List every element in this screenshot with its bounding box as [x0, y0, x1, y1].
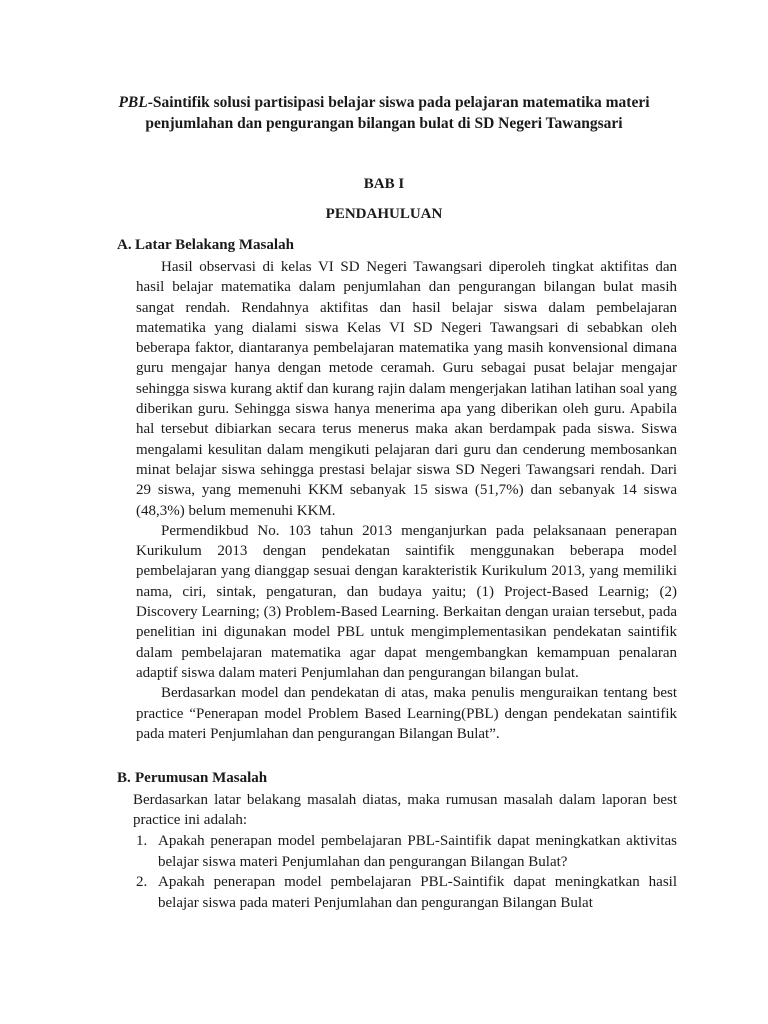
paragraph: Berdasarkan latar belakang masalah diatas, maka rumusan masalah dalam laporan best practice ini adalah:: [133, 792, 677, 829]
section-a-heading: [117, 237, 294, 254]
paragraph: Hasil observasi di kelas VI SD Negeri Tawangsari diperoleh tingkat aktifitas dan hasil belajar matematika dalam penjumlahan dan pengurangan bilangan bulat masih sangat rendah. Rendahnya aktifitas dan hasil belajar siswa dalam pembelajaran matematika yang dialami siswa Kelas VI SD Negeri Tawangsari di sebabkan oleh beberapa faktor, diantaranya pembelajaran matematika yang masih konvensional dimana guru mengajar hanya dengan metode ceramah. Guru sebagai pusat belajar mengajar sehingga siswa kurang aktif dan kurang rajin dalam mengerjakan latihan latihan soal yang diberikan guru. Sehingga siswa hanya menerima apa yang diberikan oleh guru. Apabila hal tersebut dibiarkan secara terus menerus maka akan berdampak pada siswa. Siswa mengalami kesulitan dalam mengikuti pelajaran dari guru dan cenderung membosankan minat belajar siswa sehingga prestasi belajar siswa SD Negeri Tawangsari rendah. Dari 29 siswa, yang memenuhi KKM sebanyak 15 siswa (51,7%) dan sebanyak 14 siswa (48,3%) belum memenuhi KKM.: [136, 259, 677, 519]
title-rest: -Saintifik solusi partisipasi belajar siswa pada pelajaran matematika materi penjumlahan dan pengurangan bilangan bulat di SD Negeri Tawangsari: [145, 94, 650, 132]
paragraph: Berdasarkan model dan pendekatan di atas, maka penulis menguraikan tentang best practice “Penerapan model Problem Based Learning(PBL) dengan pendekatan saintifik pada materi Penjumlahan dan pengurangan Bilangan Bulat”.: [136, 685, 677, 742]
paragraph: Permendikbud No. 103 tahun 2013 menganjurkan pada pelaksanaan penerapan Kurikulum 2013 dengan pendekatan saintifik menggunakan beberapa model pembelajaran yang dianggap sesuai dengan karakteristik Kurikulum 2013, yang memiliki nama, ciri, sintak, pengaturan, dan budaya yaitu; (1) Project-Based Learnig; (2) Discovery Learning; (3) Problem-Based Learning. Berkaitan dengan uraian tersebut, pada penelitian ini digunakan model PBL untuk mengimplementasikan pendekatan saintifik dalam pembelajaran matematika agar dapat mengembangkan kemampuan penalaran adaptif siswa dalam materi Penjumlahan dan pengurangan bilangan bulat.: [136, 522, 677, 681]
list-item: [136, 831, 677, 872]
section-b-label: B.: [117, 770, 131, 786]
problem-list: [136, 831, 677, 913]
list-number: 1.: [136, 833, 148, 849]
list-number: 2.: [136, 874, 148, 890]
document-title: [100, 92, 668, 134]
chapter-number: BAB I: [363, 176, 405, 192]
title-italic: PBL: [118, 94, 148, 111]
section-a-label: A.: [117, 237, 132, 253]
list-item: [136, 872, 677, 913]
chapter-title: PENDAHULUAN: [325, 206, 443, 222]
list-text: Apakah penerapan model pembelajaran PBL-Saintifik dapat meningkatkan hasil belajar siswa pada materi Penjumlahan dan pengurangan Bilangan Bulat: [158, 874, 677, 911]
section-b-intro: [133, 790, 677, 831]
section-b-title: Perumusan Masalah: [135, 770, 268, 786]
section-b-heading: [117, 770, 267, 787]
section-a-body: [136, 257, 677, 744]
section-a-title: Latar Belakang Masalah: [135, 237, 294, 253]
list-text: Apakah penerapan model pembelajaran PBL-Saintifik dapat meningkatkan aktivitas belajar siswa materi Penjumlahan dan pengurangan Bilangan Bulat?: [158, 833, 677, 870]
